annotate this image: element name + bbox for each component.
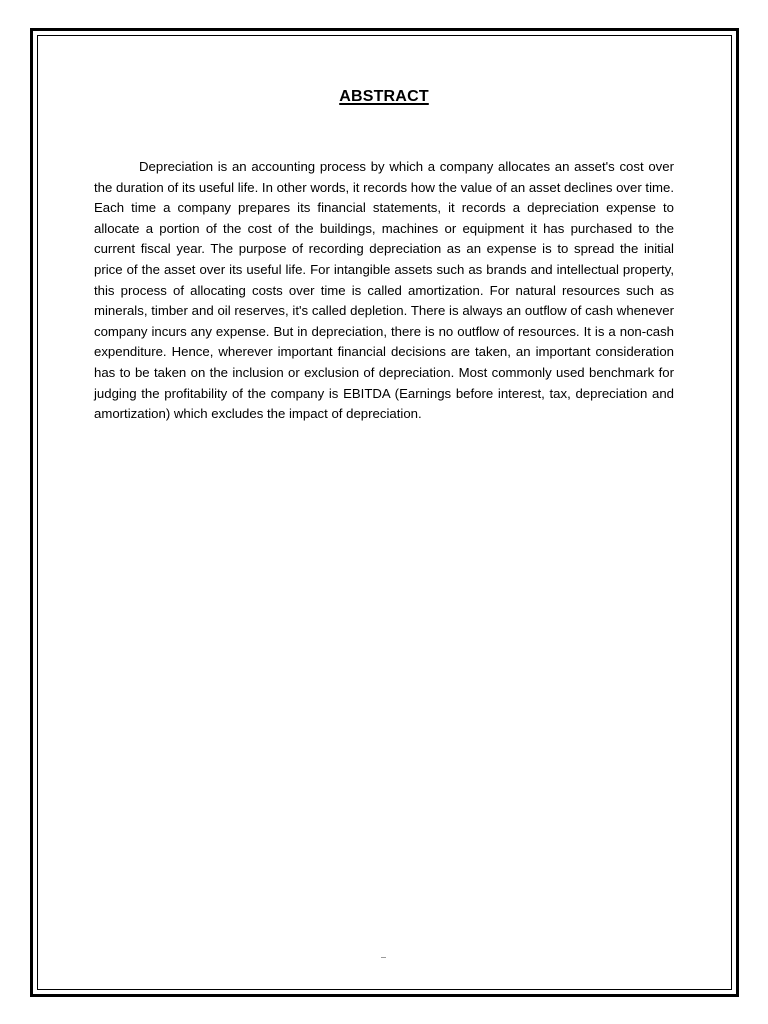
- page-footer-mark: [381, 957, 386, 958]
- abstract-heading: ABSTRACT: [339, 88, 429, 105]
- abstract-paragraph: Depreciation is an accounting process by which a company allocates an asset's cost over the duration of its useful life. In other words, it records how the value of an asset declines over time. Each time a company prepares its financial statements, it records a depreciation expense to allocate a portion of the cost of the buildings, machines or equipment it has purchased to the current fiscal year. The purpose of recording depreciation as an expense is to spread the initial price of the asset over its useful life. For intangible assets such as brands and intellectual property, this process of allocating costs over time is called amortization. For natural resources such as minerals, timber and oil reserves, it's called depletion. There is always an outflow of cash whenever company incurs any expense. But in depreciation, there is no outflow of resources. It is a non-cash expenditure. Hence, wherever important financial decisions are taken, an important consideration has to be taken on the inclusion or exclusion of depreciation. Most commonly used benchmark for judging the profitability of the company is EBITDA (Earnings before interest, tax, depreciation and amortization) which excludes the impact of depreciation.: [94, 159, 674, 422]
- abstract-heading-container: [0, 88, 768, 106]
